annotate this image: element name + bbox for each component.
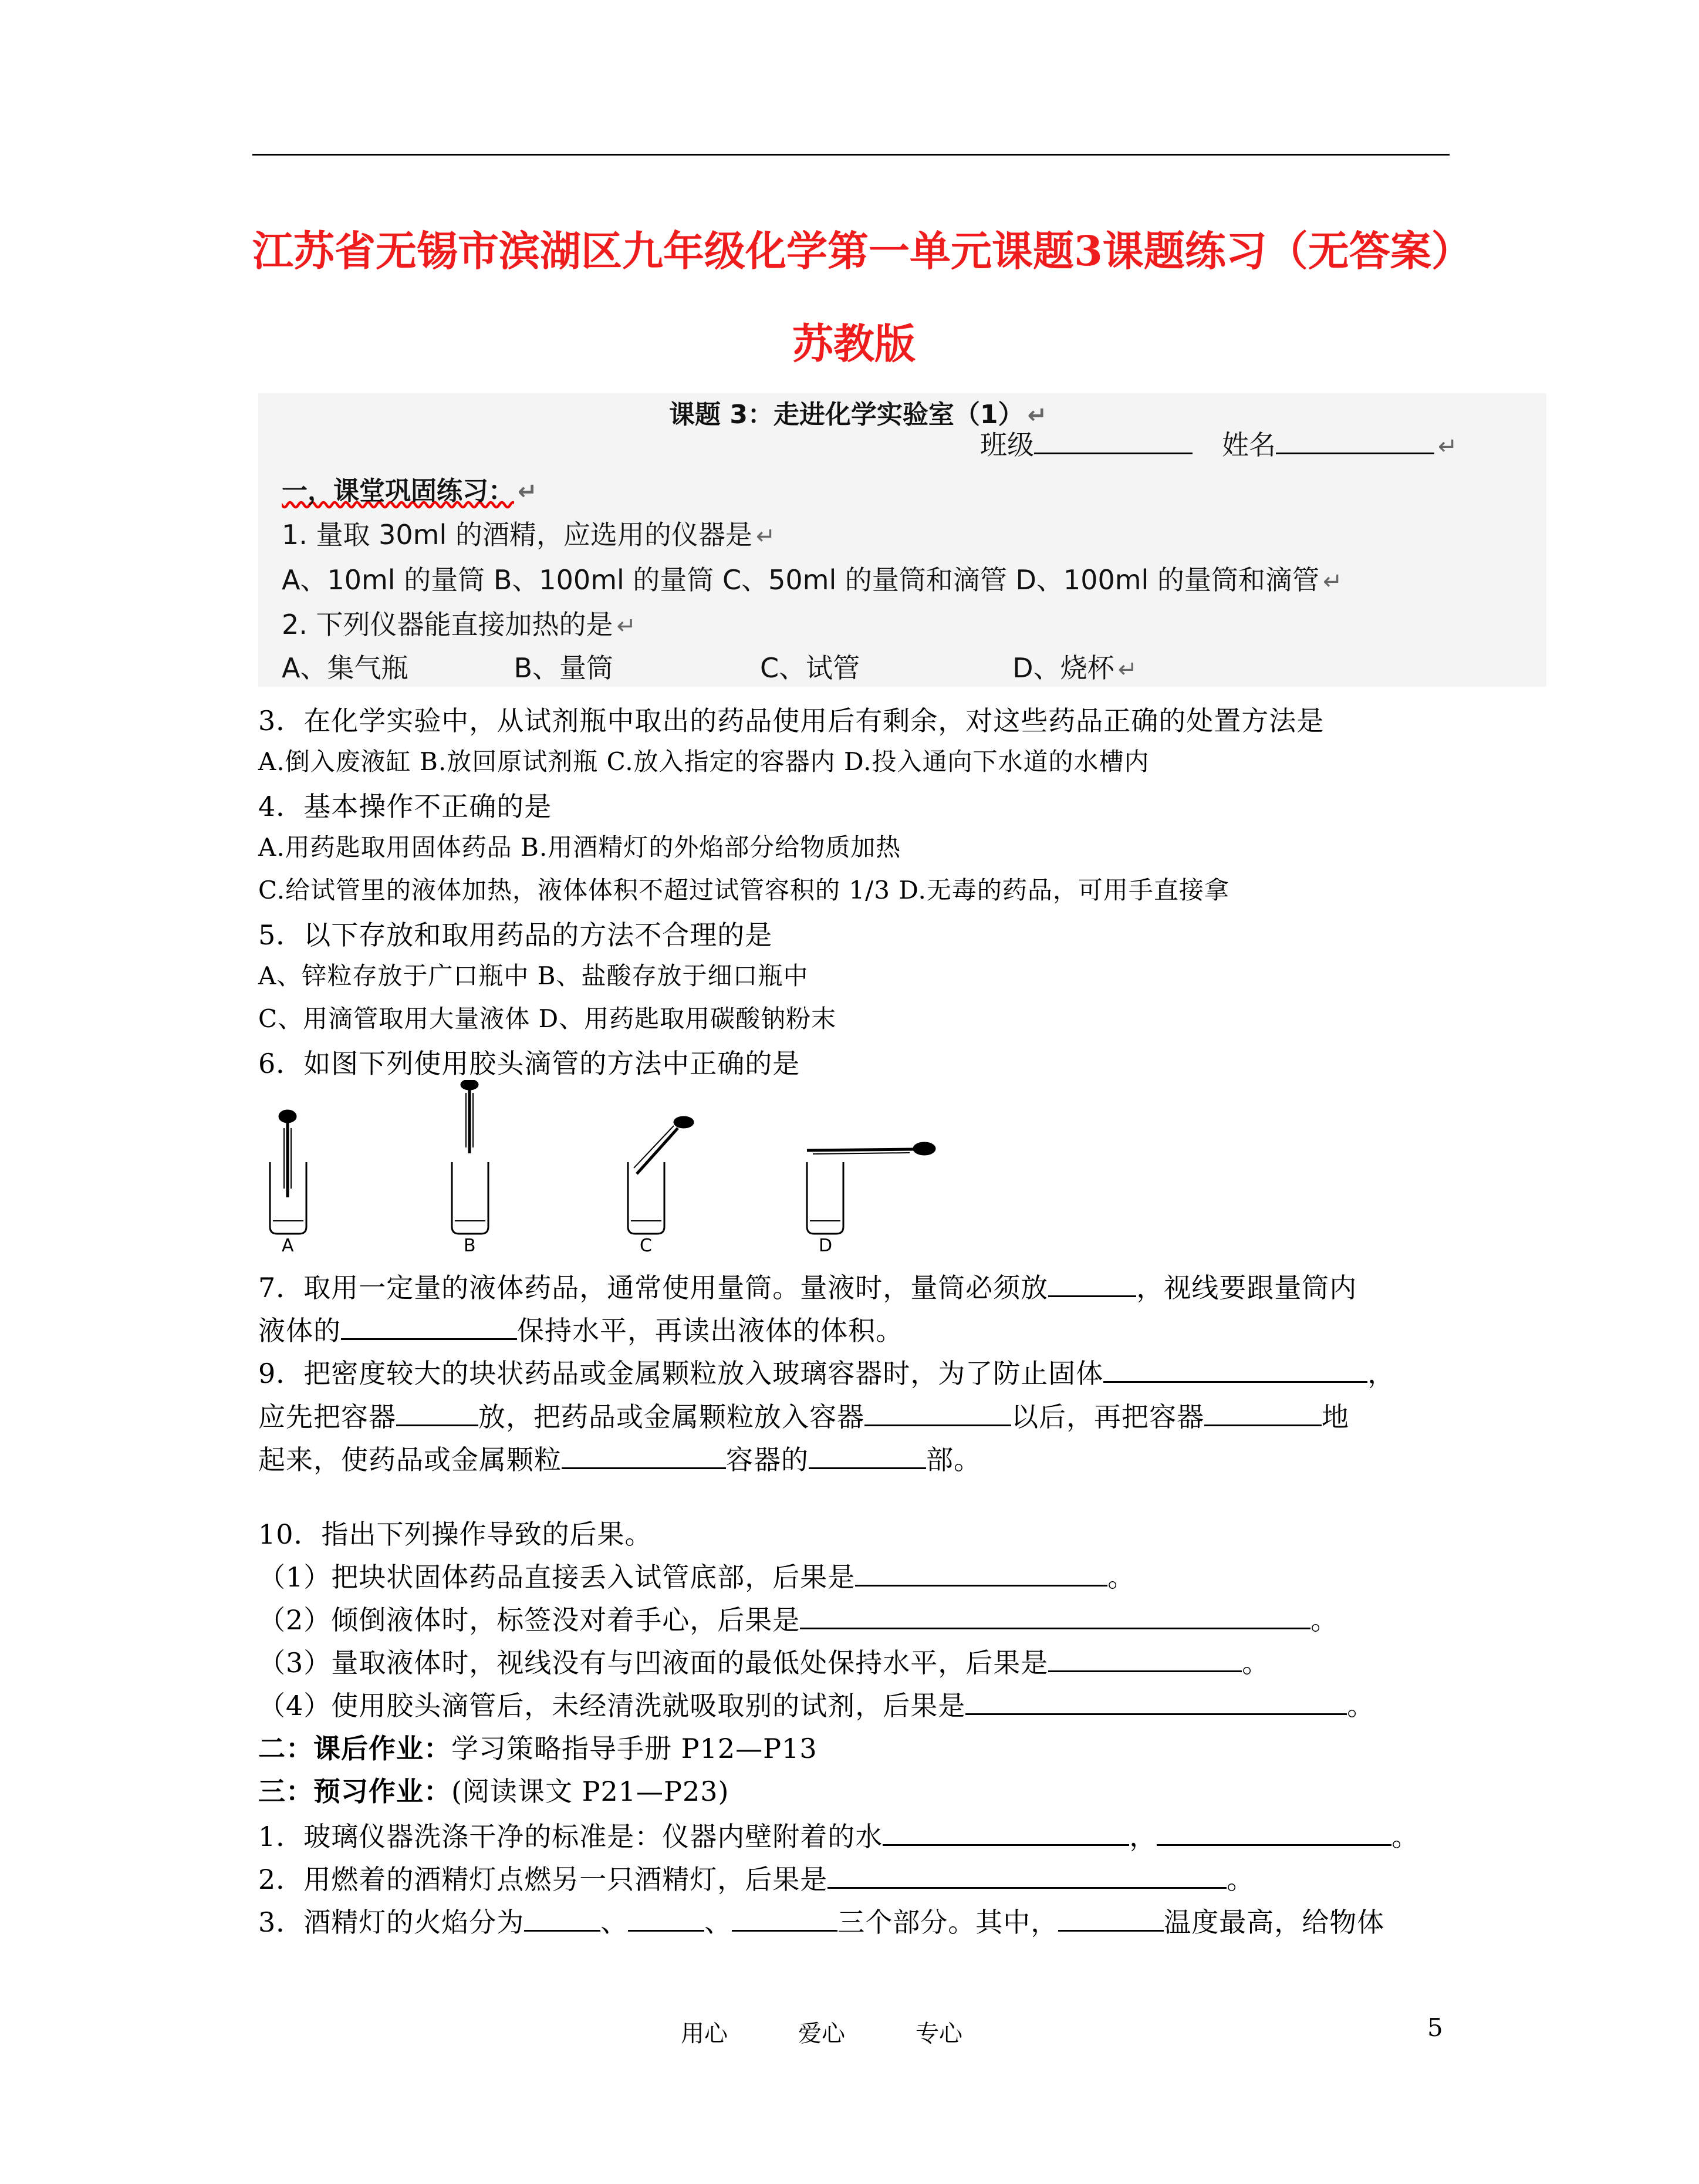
class-name-fields: 班级 姓名 ↵ xyxy=(980,429,1458,461)
figure-a-tube xyxy=(270,1110,306,1234)
question-4-options-cd: C.给试管里的液体加热，液体体积不超过试管容积的 1/3 D.无毒的药品，可用手直接拿 xyxy=(258,876,1230,904)
question-1: 1. 量取 30ml 的酒精，应选用的仪器是 ↵ xyxy=(282,519,776,551)
worksheet-heading: 课题 3：走进化学实验室（1） ↵ xyxy=(669,400,1048,430)
question-10-part-3: （3）量取液体时，视线没有与凹液面的最低处保持水平，后果是 。 xyxy=(258,1647,1270,1679)
section-heading: 一，课堂巩固练习： ↵ xyxy=(282,476,538,506)
question-10: 10．指出下列操作导致的后果。 xyxy=(258,1518,653,1550)
page-number: 5 xyxy=(1427,2013,1443,2042)
question-3: 3．在化学实验中，从试剂瓶中取出的药品使用后有剩余，对这些药品正确的处置方法是 xyxy=(258,705,1325,737)
question-9-line-1: 9．把密度较大的块状药品或金属颗粒放入玻璃容器时，为了防止固体 ， xyxy=(258,1358,1396,1389)
question-5-options-ab: A、锌粒存放于广口瓶中 B、盐酸存放于细口瓶中 xyxy=(258,961,809,990)
document-title-edition: 苏教版 xyxy=(792,319,916,368)
figure-d-tube xyxy=(807,1143,935,1234)
figure-b-tube xyxy=(452,1080,488,1234)
figure-label-d: D xyxy=(819,1236,833,1256)
question-6: 6．如图下列使用胶头滴管的方法中正确的是 xyxy=(258,1048,800,1079)
question-4: 4．基本操作不正确的是 xyxy=(258,791,552,822)
preview-question-2: 2．用燃着的酒精灯点燃另一只酒精灯，后果是 。 xyxy=(258,1864,1255,1895)
question-5-options-cd: C、用滴管取用大量液体 D、用药匙取用碳酸钠粉末 xyxy=(258,1004,837,1033)
question-1-options: A、10ml 的量筒 B、100ml 的量筒 C、50ml 的量筒和滴管 D、100ml 的量筒和滴管 ↵ xyxy=(282,564,1343,596)
question-10-part-4: （4）使用胶头滴管后，未经清洗就吸取别的试剂，后果是 。 xyxy=(258,1690,1375,1721)
footer-motto-3: 专心 xyxy=(916,2020,962,2047)
header-rule xyxy=(252,154,1450,156)
preview-question-1: 1．玻璃仪器洗涤干净的标准是：仪器内壁附着的水 ， 。 xyxy=(258,1821,1420,1852)
question-3-options: A.倒入废液缸 B.放回原试剂瓶 C.放入指定的容器内 D.投入通向下水道的水槽内 xyxy=(258,747,1150,776)
question-7-line-1: 7．取用一定量的液体药品，通常使用量筒。量液时，量筒必须放 ，视线要跟量筒内 xyxy=(258,1272,1357,1304)
question-9-line-2: 应先把容器 放，把药品或金属颗粒放入容器 以后，再把容器 地 xyxy=(258,1401,1349,1433)
question-4-options-ab: A.用药匙取用固体药品 B.用酒精灯的外焰部分给物质加热 xyxy=(258,833,901,862)
figure-label-b: B xyxy=(464,1236,476,1256)
footer-motto-1: 用心 xyxy=(681,2020,728,2047)
question-5: 5．以下存放和取用药品的方法不合理的是 xyxy=(258,919,773,951)
figure-c-tube xyxy=(628,1117,693,1234)
pasted-worksheet-image xyxy=(258,393,1546,687)
preview-question-3: 3．酒精灯的火焰分为 、 、 三个部分。其中， 温度最高，给物体 xyxy=(258,1906,1385,1938)
document-title: 江苏省无锡市滨湖区九年级化学第一单元课题3课题练习（无答案） xyxy=(252,227,1472,275)
figure-label-a: A xyxy=(282,1236,294,1256)
question-10-part-1: （1）把块状固体药品直接丢入试管底部，后果是 。 xyxy=(258,1561,1136,1593)
section-3-preview: 三：预习作业：(阅读课文 P21—P23) xyxy=(258,1775,729,1807)
figure-label-c: C xyxy=(640,1236,652,1256)
question-2-options: A、集气瓶 B、量筒 C、试管 D、烧杯 ↵ xyxy=(282,652,1138,684)
question-10-part-2: （2）倾倒液体时，标签没对着手心，后果是 。 xyxy=(258,1604,1339,1636)
question-2: 2. 下列仪器能直接加热的是 ↵ xyxy=(282,609,637,640)
dropper-usage-figure xyxy=(258,1080,962,1256)
question-7-line-2: 液体的 保持水平，再读出液体的体积。 xyxy=(258,1315,903,1346)
section-2-homework: 二：课后作业：学习策略指导手册 P12—P13 xyxy=(258,1733,818,1764)
footer-motto-2: 爱心 xyxy=(798,2020,845,2047)
question-9-line-3: 起来，使药品或金属颗粒 容器的 部。 xyxy=(258,1444,981,1476)
